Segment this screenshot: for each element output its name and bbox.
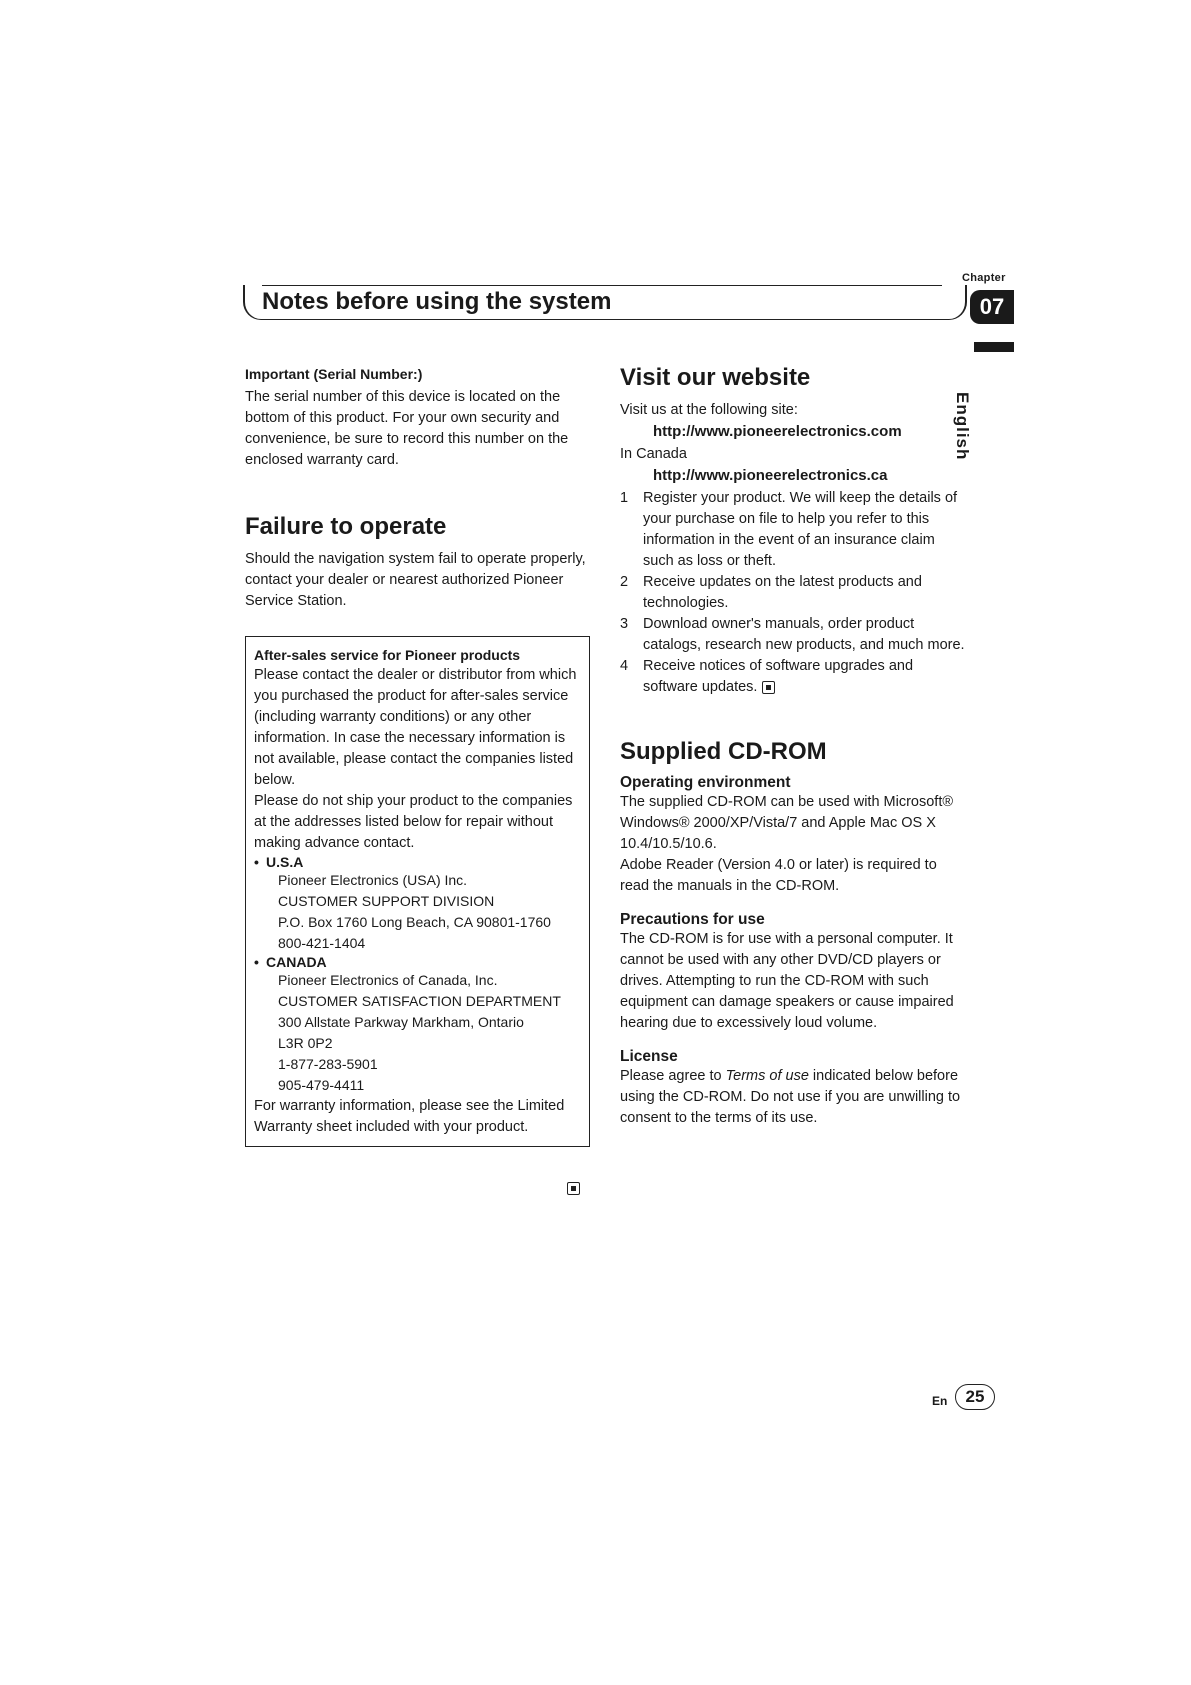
list-item: 2 Receive updates on the latest products and technologies.: [620, 574, 922, 611]
terms-of-use-ref: Terms of use: [725, 1068, 809, 1084]
website-url-us[interactable]: http://www.pioneerelectronics.com: [653, 423, 902, 440]
service-no-ship: Please do not ship your product to the companies at the addresses listed below for repair without making advance contact.: [254, 793, 573, 851]
address-line: Pioneer Electronics of Canada, Inc.: [278, 972, 498, 988]
service-intro: Please contact the dealer or distributor from which you purchased the product for after-sales service (including warranty conditions) or any other information. In case the necessary information is not available, please contact the companies listed below.: [254, 667, 577, 788]
list-item: 3 Download owner's manuals, order product catalogs, research new products, and much more.: [620, 616, 965, 653]
address-line: CUSTOMER SUPPORT DIVISION: [278, 893, 495, 909]
page-number: 25: [955, 1384, 995, 1410]
address-line: 300 Allstate Parkway Markham, Ontario: [278, 1014, 524, 1030]
list-item: 1 Register your product. We will keep the details of your purchase on file to help you refer to this information in the event of an insurance claim such as loss or theft.: [620, 490, 958, 569]
env-body: The supplied CD-ROM can be used with Microsoft® Windows® 2000/XP/Vista/7 and Apple Mac OS X 10.4/10.5/10.6.: [620, 794, 954, 852]
service-box-title: After-sales service for Pioneer products: [254, 647, 521, 663]
address-line: CUSTOMER SATISFACTION DEPARTMENT: [278, 993, 561, 1009]
language-label: English: [953, 392, 972, 461]
website-heading: Visit our website: [620, 364, 811, 391]
right-column: [620, 364, 965, 1129]
website-url-canada[interactable]: http://www.pioneerelectronics.ca: [653, 467, 888, 484]
phone-number: 905-479-4411: [278, 1077, 365, 1093]
canada-label: • CANADA: [254, 954, 581, 970]
precautions-heading: Precautions for use: [620, 911, 765, 928]
list-item: 4 Receive notices of software upgrades and software updates.: [620, 658, 914, 695]
license-heading: License: [620, 1048, 678, 1065]
website-benefits-list: [620, 488, 965, 698]
env-heading: Operating environment: [620, 774, 791, 791]
canada-label: In Canada: [620, 446, 687, 462]
phone-number: 800-421-1404: [278, 935, 366, 951]
failure-heading: Failure to operate: [245, 513, 447, 540]
title-bar-top-line: [262, 285, 942, 286]
usa-address: [254, 870, 581, 954]
language-code: En: [932, 1394, 948, 1408]
end-mark-icon: [762, 681, 775, 694]
website-intro: Visit us at the following site:: [620, 402, 798, 418]
phone-number: 1-877-283-5901: [278, 1056, 378, 1072]
chapter-label: Chapter: [962, 272, 1006, 284]
adobe-requirement: Adobe Reader (Version 4.0 or later) is required to read the manuals in the CD-ROM.: [620, 857, 937, 894]
language-tab-bar: [974, 342, 1014, 352]
address-line: Pioneer Electronics (USA) Inc.: [278, 872, 468, 888]
warranty-info: For warranty information, please see the Limited Warranty sheet included with your product.: [254, 1098, 565, 1135]
cdrom-heading: Supplied CD-ROM: [620, 738, 827, 765]
failure-body: Should the navigation system fail to operate properly, contact your dealer or nearest authorized Pioneer Service Station.: [245, 551, 586, 609]
license-body: Please agree to Terms of use indicated below before using the CD-ROM. Do not use if you are unwilling to consent to the terms of its use.: [620, 1068, 961, 1126]
serial-body: The serial number of this device is located on the bottom of this product. For your own security and convenience, be sure to record this number on the enclosed warranty card.: [245, 389, 569, 468]
chapter-number-tab: 07: [970, 290, 1014, 324]
address-line: P.O. Box 1760 Long Beach, CA 90801-1760: [278, 914, 551, 930]
precautions-body: The CD-ROM is for use with a personal computer. It cannot be used with any other DVD/CD players or drives. Attempting to run the CD-ROM with such equipment can damage speakers or cause impaired hearing due to excessively loud volume.: [620, 931, 954, 1031]
page-title: Notes before using the system: [262, 288, 612, 315]
serial-heading: Important (Serial Number:): [245, 366, 423, 382]
left-column: [245, 366, 590, 1147]
end-mark-icon: [567, 1180, 580, 1198]
address-line: L3R 0P2: [278, 1035, 333, 1051]
usa-label: • U.S.A: [254, 854, 581, 870]
after-sales-service-box: [245, 636, 590, 1147]
canada-address: [254, 970, 581, 1096]
